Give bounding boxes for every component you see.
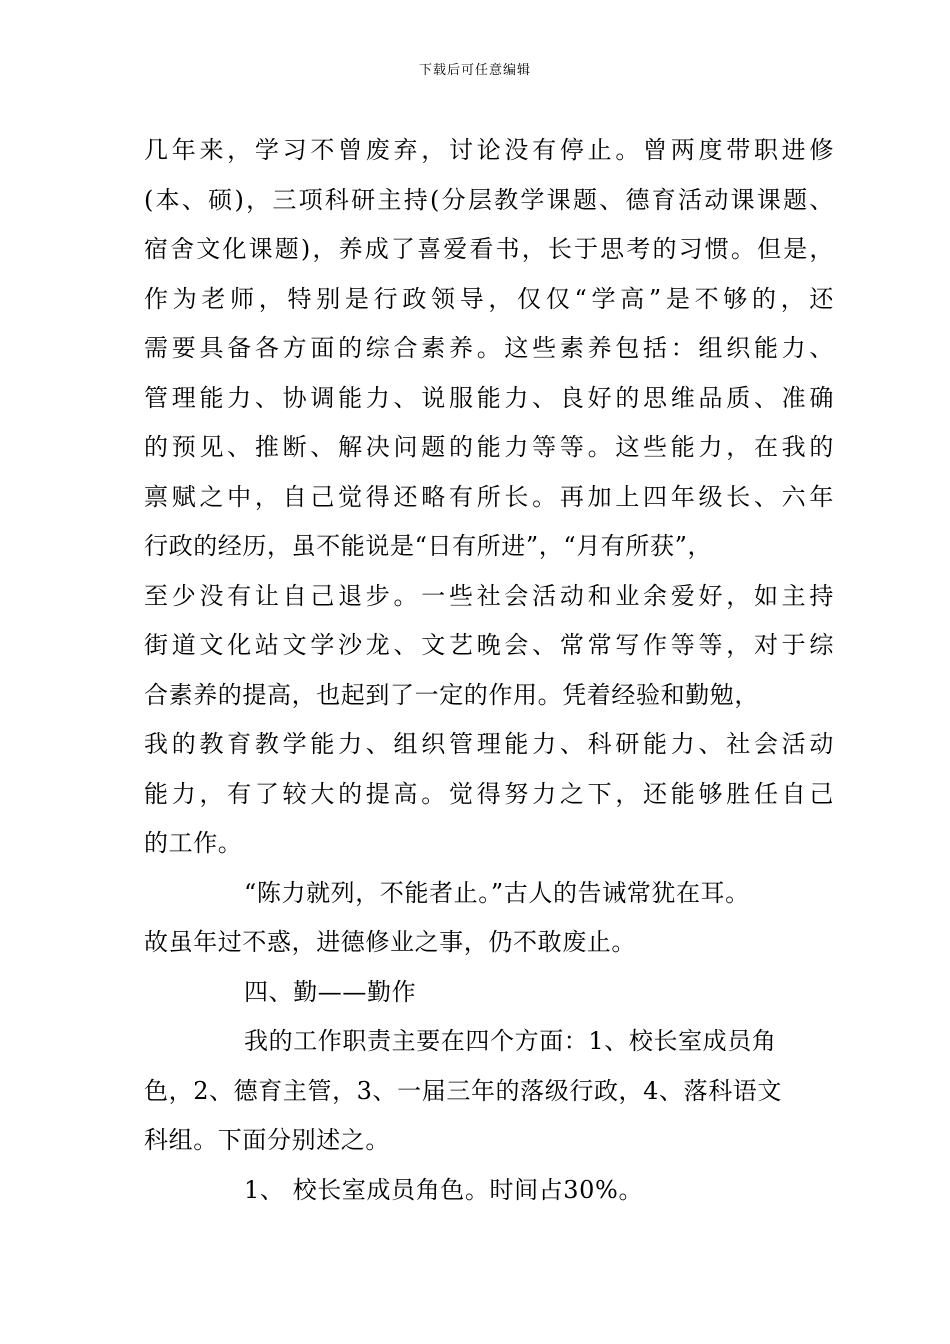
text-line: 的工作。 [144,829,243,857]
text-line: 故虽年过不惑，进德修业之事，仍不敢废止。 [144,928,636,956]
text-line: 管理能力、协调能力、说服能力、良好的思维品质、准确 [144,383,834,412]
text-line: 宿舍文化课题)，养成了喜爱看书，长于思考的习惯。但是， [144,235,834,263]
text-line: 街道文化站文学沙龙、文艺晚会、常常写作等等，对于综 [144,631,834,659]
text-line: 色，2、德育主管，3、一届三年的落级行政，4、落科语文 [144,1076,783,1105]
text-line: 我的教育教学能力、组织管理能力、科研能力、社会活动 [144,730,834,758]
text-line: 科组。下面分别述之。 [144,1126,390,1154]
text-line: 禀赋之中，自己觉得还略有所长。再加上四年级长、六年 [144,482,834,511]
paragraph-start-line: “陈力就列，不能者止。”古人的告诫常犹在耳。 [244,878,750,907]
text-line: 需要具备各方面的综合素养。这些素养包括：组织能力、 [144,334,834,362]
paragraph-start-line: 我的工作职责主要在四个方面：1、校长室成员角 [244,1027,777,1055]
list-item-heading: 1、 校长室成员角色。时间占30%。 [244,1175,644,1204]
text-line: 至少没有让自己退步。一些社会活动和业余爱好，如主持 [144,581,834,610]
text-line: 作为老师，特别是行政领导，仅仅“学高”是不够的，还 [144,284,834,313]
text-line: 行政的经历，虽不能说是“日有所进”，“月有所获”， [144,532,713,560]
page-header: 下载后可任意编辑 [418,63,531,78]
text-line: 的预见、推断、解决问题的能力等等。这些能力，在我的 [144,433,834,461]
text-line: 几年来，学习不曾废弃，讨论没有停止。曾两度带职进修 [144,136,834,164]
text-line: 合素养的提高，也起到了一定的作用。凭着经验和勤勉， [144,680,759,709]
section-heading: 四、勤——勤作 [244,977,417,1006]
document-body [144,126,834,1215]
text-line: (本、硕)，三项科研主持(分层教学课题、德育活动课课题、 [144,185,834,214]
text-line: 能力，有了较大的提高。觉得努力之下，还能够胜任自己 [144,779,834,808]
